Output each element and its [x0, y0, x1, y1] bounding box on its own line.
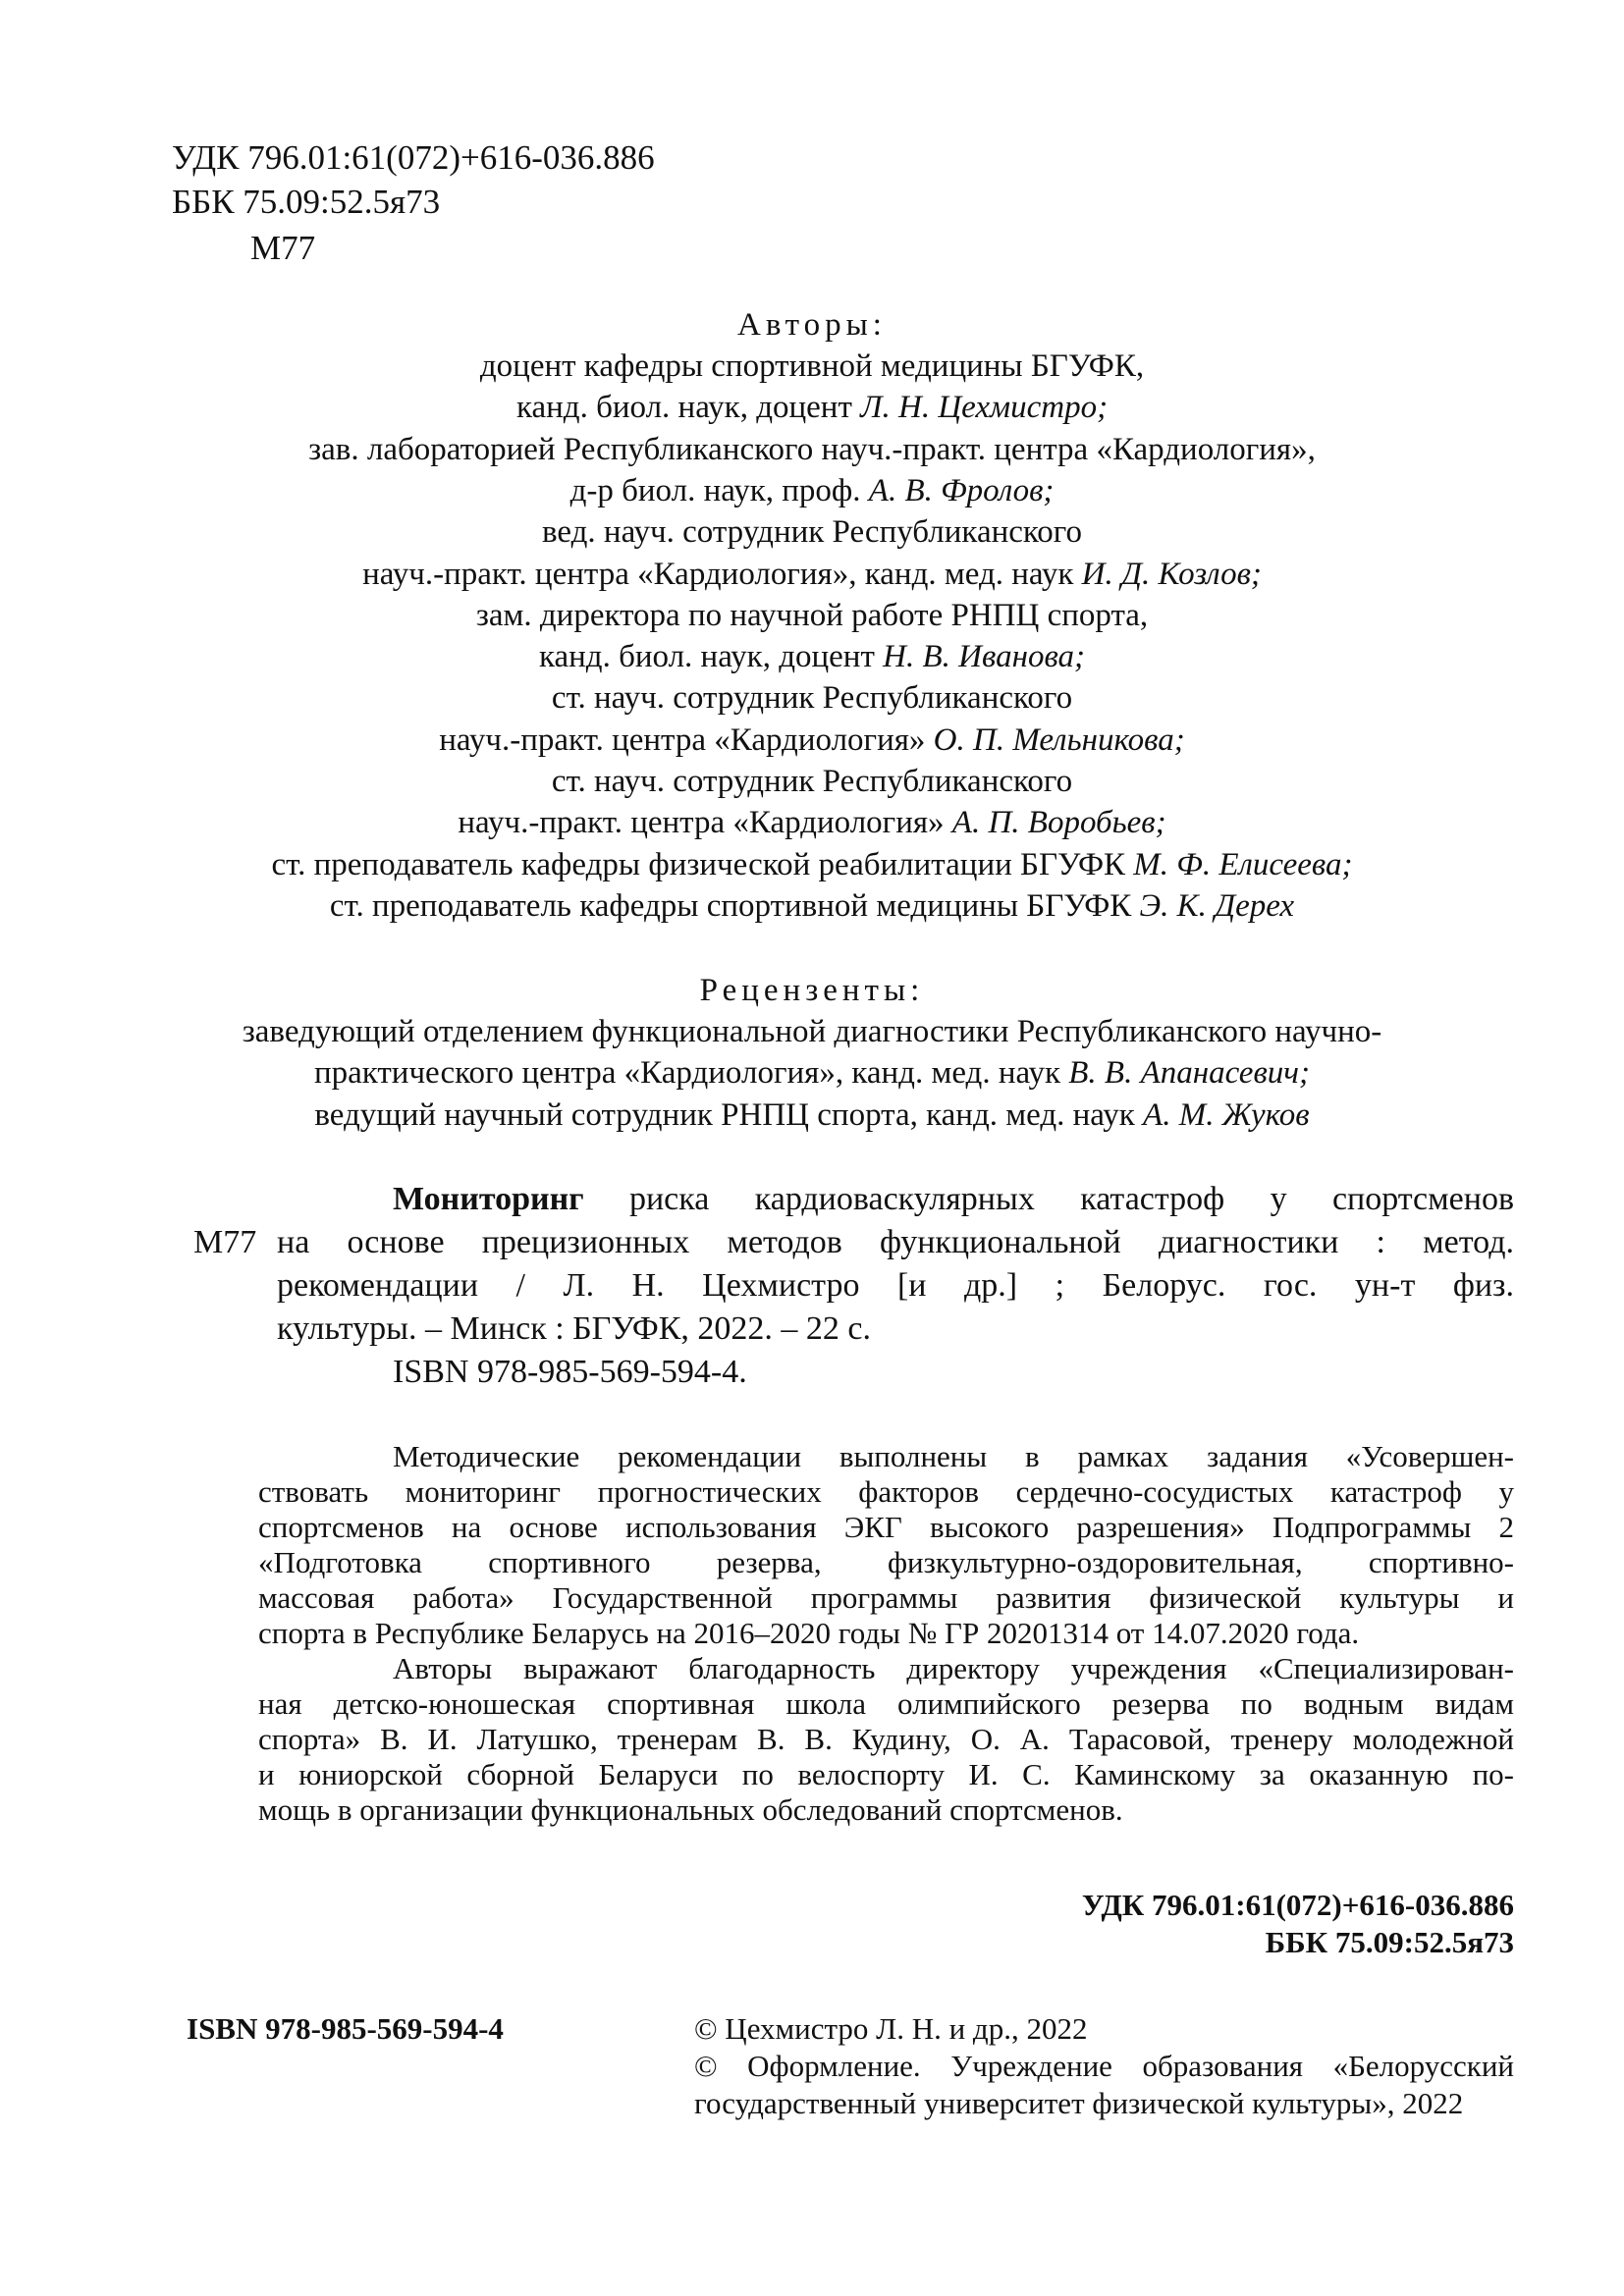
author-name: А. П. Воробьев; — [951, 805, 1166, 841]
udk-code: УДК 796.01:61(072)+616-036.886 — [172, 138, 655, 177]
author-affiliation: ст. науч. сотрудник Республиканского — [551, 764, 1073, 799]
author-affiliation: вед. науч. сотрудник Республиканского — [542, 514, 1082, 551]
author-line — [0, 387, 1624, 428]
author-line — [0, 677, 1624, 719]
author-affiliation: канд. биол. наук, доцент — [538, 639, 884, 675]
annotation — [393, 1439, 1514, 1474]
author-line — [0, 346, 1624, 387]
annotation-line: мощь в организации функциональных обследований спортсменов. — [258, 1792, 1123, 1827]
author-affiliation: д-р биол. наук, проф. — [569, 472, 869, 508]
author-affiliation: ст. науч. сотрудник Республиканского — [551, 680, 1073, 717]
annotation-paragraph-2-first — [393, 1651, 1514, 1686]
bib-line-3: рекомендации / Л. Н. Цехмистро [и др.] ; Белорус. гос. ун-т физ. — [277, 1267, 1514, 1304]
bib-isbn: ISBN 978-985-569-594-4. — [393, 1354, 747, 1390]
author-line — [0, 636, 1624, 677]
bib-author-mark: М77 — [193, 1224, 257, 1260]
bib-line-2: на основе прецизионных методов функциональной диагностики : метод. — [277, 1224, 1514, 1260]
author-affiliation: науч.-практ. центра «Кардиология» — [458, 805, 952, 841]
bibliographic-record — [277, 1178, 1514, 1394]
annotation-line: спортсменов на основе использования ЭКГ высокого разрешения» Подпрограммы 2 — [258, 1510, 1514, 1544]
author-affiliation: зав. лабораторией Республиканского науч.-практ. центра «Кардиология», — [308, 431, 1316, 467]
bib-title-rest: риска кардиоваскулярных катастроф у спортсменов — [583, 1181, 1514, 1217]
author-name: А. В. Фролов; — [868, 472, 1055, 508]
reviewer-name: А. М. Жуков — [1143, 1096, 1310, 1133]
bib-line-1 — [277, 1178, 1514, 1221]
author-name: И. Д. Козлов; — [1081, 556, 1262, 592]
bib-line-4: культуры. – Минск : БГУФК, 2022. – 22 с. — [277, 1310, 872, 1347]
author-name: О. П. Мельникова; — [933, 721, 1185, 758]
authors-heading: Авторы: — [737, 307, 887, 343]
author-line — [0, 844, 1624, 885]
author-line — [0, 802, 1624, 843]
copyright-authors: © Цехмистро Л. Н. и др., 2022 — [694, 2011, 1088, 2046]
author-line — [0, 429, 1624, 470]
author-affiliation: ст. преподаватель кафедры спортивной медицины БГУФК — [329, 887, 1140, 924]
annotation-body — [258, 1474, 1514, 1651]
author-affiliation: ст. преподаватель кафедры физической реабилитации БГУФК — [271, 846, 1134, 882]
annotation-line: Авторы выражают благодарность директору учреждения «Специализирован- — [393, 1651, 1514, 1685]
reviewer-line — [0, 1011, 1624, 1052]
copyright-block — [694, 2010, 1514, 2122]
reviewer-line — [0, 1095, 1624, 1136]
author-affiliation: канд. биол. наук, доцент — [515, 390, 861, 426]
annotation-line: ствовать мониторинг прогностических факторов сердечно-сосудистых катастроф у — [258, 1474, 1514, 1509]
author-line — [0, 595, 1624, 636]
annotation-paragraph-2 — [258, 1686, 1514, 1828]
isbn-footer: ISBN 978-985-569-594-4 — [187, 2011, 504, 2046]
author-line — [0, 885, 1624, 927]
author-affiliation: науч.-практ. центра «Кардиология», канд. мед. наук — [362, 556, 1082, 592]
annotation-paragraph-1 — [393, 1439, 1514, 1474]
author-line — [0, 761, 1624, 802]
bbk-code-bottom: ББК 75.09:52.5я73 — [1265, 1925, 1514, 1959]
author-name: М. Ф. Елисеева; — [1133, 846, 1353, 882]
author-affiliation: зам. директора по научной работе РНПЦ спорта, — [475, 597, 1149, 633]
reviewer-line — [0, 1052, 1624, 1094]
bbk-code: ББК 75.09:52.5я73 — [172, 183, 441, 221]
copyright-design-1: © Оформление. Учреждение образования «Белорусский — [694, 2049, 1514, 2083]
annotation-line: спорта в Республике Беларусь на 2016–2020 годы № ГР 20201314 от 14.07.2020 года. — [258, 1616, 1360, 1650]
reviewer-affiliation: заведующий отделением функциональной диагностики Республиканского научно- — [242, 1014, 1382, 1049]
author-affiliation: доцент кафедры спортивной медицины БГУФК, — [479, 348, 1145, 384]
reviewer-affiliation: практического центра «Кардиология», канд. мед. наук — [313, 1055, 1069, 1092]
classification-codes-bottom — [1082, 1887, 1514, 1961]
annotation-line: «Подготовка спортивного резерва, физкультурно-оздоровительная, спортивно- — [258, 1545, 1514, 1579]
author-line — [0, 554, 1624, 595]
author-mark: М77 — [250, 229, 316, 267]
author-line — [0, 511, 1624, 553]
annotation-line: спорта» В. И. Латушко, тренерам В. В. Кудину, О. А. Тарасовой, тренеру молодежной — [258, 1722, 1514, 1756]
annotation-line: ная детско-юношеская спортивная школа олимпийского резерва по водным видам — [258, 1686, 1514, 1721]
annotation-line: Методические рекомендации выполнены в рамках задания «Усовершен- — [393, 1439, 1514, 1473]
reviewer-affiliation: ведущий научный сотрудник РНПЦ спорта, канд. мед. наук — [314, 1096, 1144, 1133]
annotation-line: массовая работа» Государственной программы развития физической культуры и — [258, 1580, 1514, 1615]
author-name: Э. К. Дерех — [1139, 887, 1295, 924]
udk-code-bottom: УДК 796.01:61(072)+616-036.886 — [1081, 1888, 1514, 1922]
author-line — [0, 470, 1624, 511]
copyright-design-2: государственный университет физической культуры», 2022 — [694, 2086, 1464, 2120]
reviewer-name: В. В. Апанасевич; — [1068, 1055, 1311, 1092]
author-name: Л. Н. Цехмистро; — [860, 390, 1109, 426]
author-line — [0, 720, 1624, 761]
bib-title-bold: Мониторинг — [393, 1181, 584, 1217]
author-name: Н. В. Иванова; — [883, 639, 1086, 675]
annotation-line: и юниорской сборной Беларуси по велоспорту И. С. Каминскому за оказанную по- — [258, 1757, 1514, 1791]
author-affiliation: науч.-практ. центра «Кардиология» — [439, 721, 934, 758]
reviewers-heading: Рецензенты: — [699, 973, 925, 1008]
